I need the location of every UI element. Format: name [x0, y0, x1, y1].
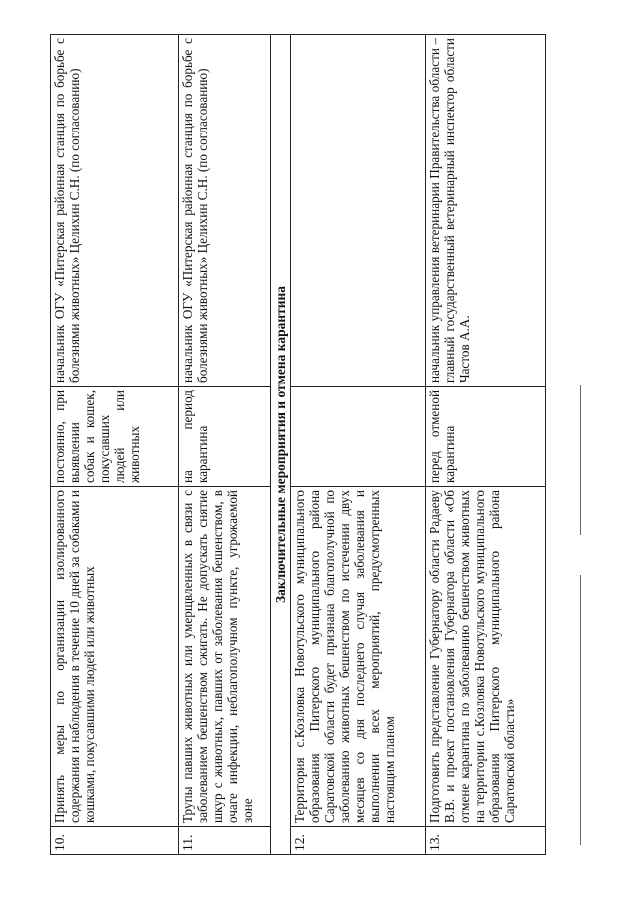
term-cell: на период карантина	[179, 387, 271, 487]
action-cell: Трупы павших животных или умерщвленных в связи с заболеванием бешенством сжигать. Не допускать снятие шкур с животных, павших от заболевания бешенством, в очаге инфекции, неблагополучном пункте, угрожаемой зоне	[179, 487, 271, 827]
action-cell: Территория с.Козловка Новотульского муниципального образования Питерского муниципального района Саратовской области будет признана благополучной по заболеванию животных бешенством по истечении двух месяцев со дня последнего случая заболевания и выполнении всех мероприятий, предусмотренных настоящим планом	[291, 487, 426, 827]
responsible-cell: начальник управления ветеринарии Правительства области – главный государственный ветеринарный инспектор области Частов А.А.	[426, 35, 546, 387]
rotated-page	[50, 35, 600, 855]
action-cell: Подготовить представление Губернатору области Радаеву В.В. и проект постановления Губернатора области «Об отмене карантина по заболеванию бешенством животных на территории с.Козловка Новотульского муниципального образования Питерского муниципального района Саратовской области»	[426, 487, 546, 827]
scan-artifact-line	[580, 385, 581, 535]
row-number: 12.	[291, 827, 426, 855]
section-header-row	[271, 35, 291, 855]
responsible-cell: начальник ОГУ «Питерская районная станция по борьбе с болезнями животных» Целихин С.Н. (по согласованию)	[179, 35, 271, 387]
section-title: Заключительные мероприятия и отмена карантина	[271, 35, 291, 855]
term-cell: постоянно, при выявлении собак и кошек, покусавших людей или животных	[51, 387, 179, 487]
row-number: 10.	[51, 827, 179, 855]
term-cell	[291, 387, 426, 487]
row-number: 13.	[426, 827, 546, 855]
term-cell: перед отменой карантина	[426, 387, 546, 487]
table-row	[291, 35, 426, 855]
table-row	[51, 35, 179, 855]
action-cell: Принять меры по организации изолированного содержания и наблюдения в течение 10 дней за собаками и кошками, покусавшими людей или животных	[51, 487, 179, 827]
responsible-cell	[291, 35, 426, 387]
responsible-cell: начальник ОГУ «Питерская районная станция по борьбе с болезнями животных» Целихин С.Н. (по согласованию)	[51, 35, 179, 387]
row-number: 11.	[179, 827, 271, 855]
scan-artifact-line	[580, 575, 581, 845]
table-row	[179, 35, 271, 855]
table-row	[426, 35, 546, 855]
plan-table	[50, 34, 546, 855]
